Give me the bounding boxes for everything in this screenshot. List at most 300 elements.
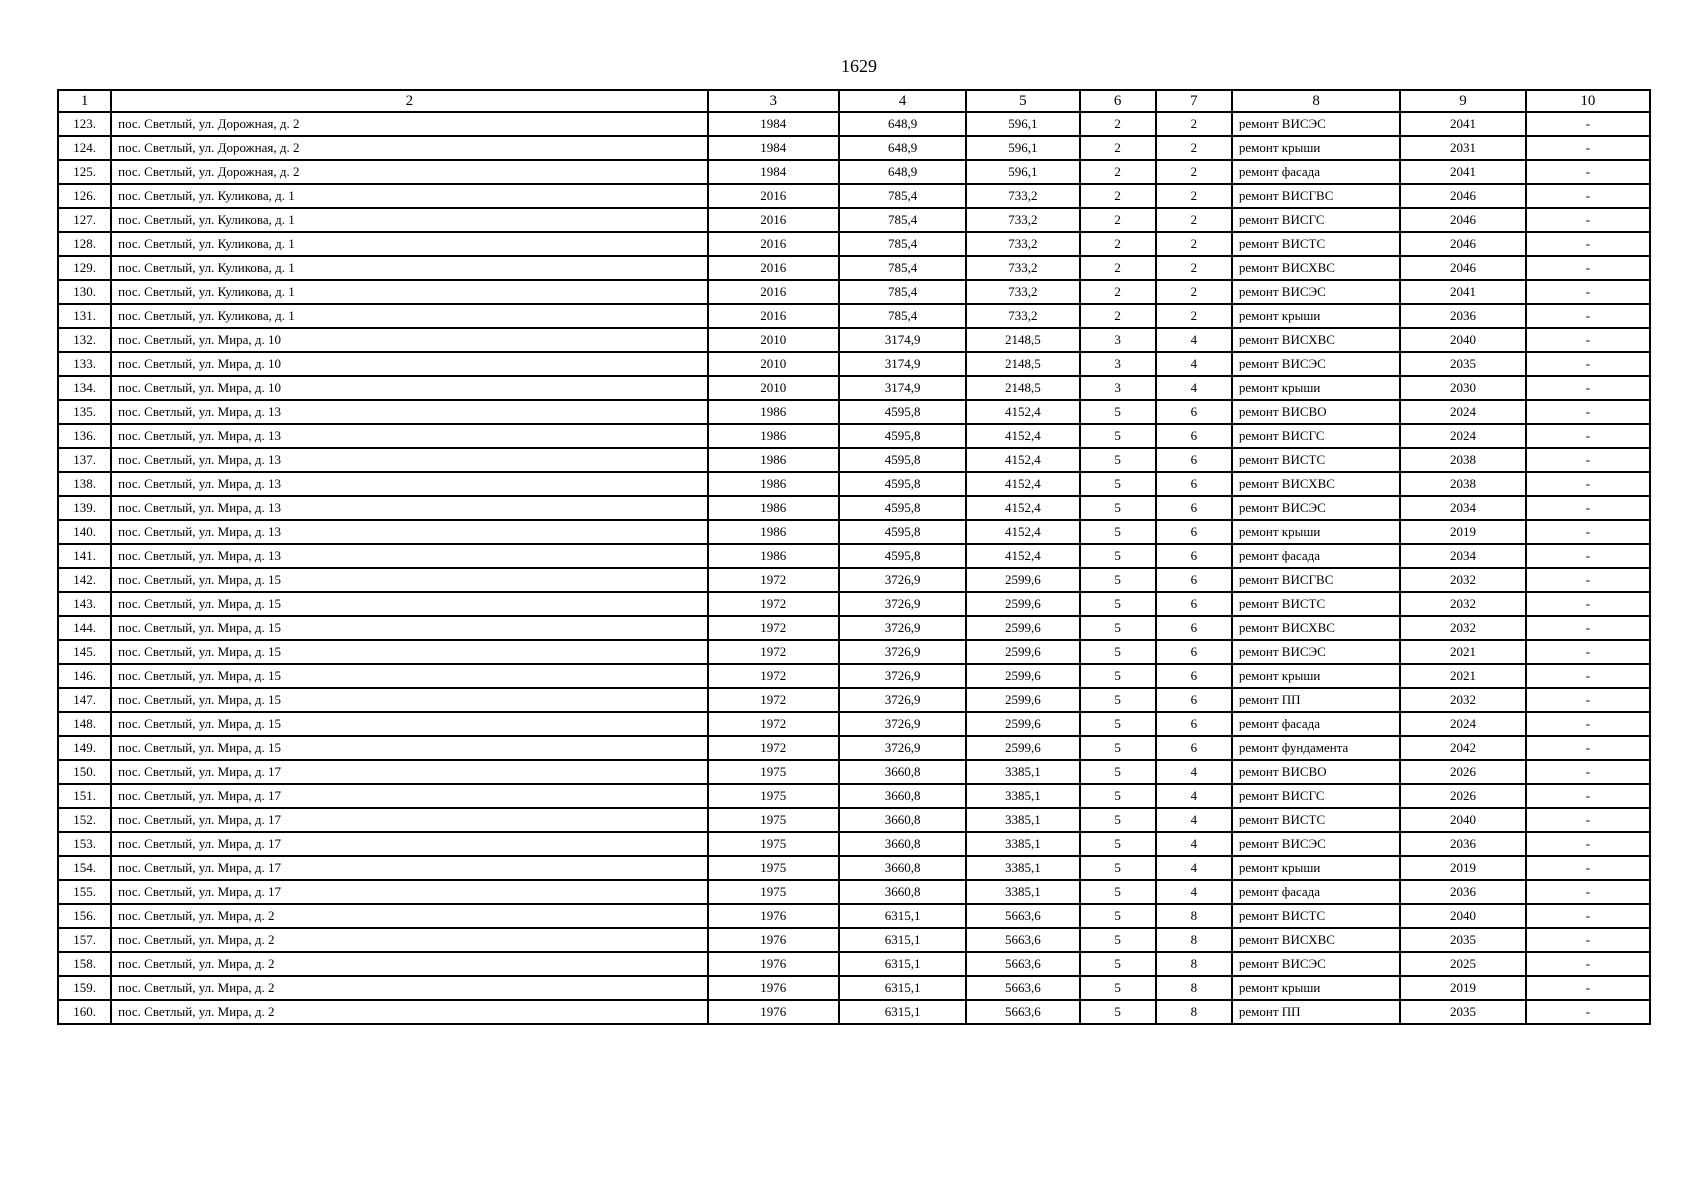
cell-address: пос. Светлый, ул. Мира, д. 15 <box>111 664 707 688</box>
cell-planned-year: 2038 <box>1400 472 1525 496</box>
table-row <box>58 112 1650 136</box>
cell-living-area: 733,2 <box>966 208 1079 232</box>
cell-living-area: 4152,4 <box>966 448 1079 472</box>
cell-living-area: 4152,4 <box>966 472 1079 496</box>
cell-note: - <box>1526 184 1650 208</box>
cell-planned-year: 2046 <box>1400 208 1525 232</box>
cell-note: - <box>1526 688 1650 712</box>
cell-address: пос. Светлый, ул. Мира, д. 15 <box>111 592 707 616</box>
cell-floors: 5 <box>1080 424 1156 448</box>
cell-address: пос. Светлый, ул. Куликова, д. 1 <box>111 256 707 280</box>
table-row <box>58 808 1650 832</box>
cell-total-area: 4595,8 <box>839 496 966 520</box>
cell-address: пос. Светлый, ул. Мира, д. 2 <box>111 904 707 928</box>
cell-entrances: 6 <box>1156 472 1232 496</box>
cell-address: пос. Светлый, ул. Мира, д. 13 <box>111 520 707 544</box>
cell-work-type: ремонт ВИСТС <box>1232 808 1400 832</box>
cell-entrances: 8 <box>1156 952 1232 976</box>
cell-row-number: 123. <box>58 112 111 136</box>
cell-address: пос. Светлый, ул. Мира, д. 13 <box>111 544 707 568</box>
column-header-7: 7 <box>1156 90 1232 112</box>
cell-note: - <box>1526 1000 1650 1024</box>
cell-total-area: 3726,9 <box>839 712 966 736</box>
cell-year-built: 2016 <box>708 280 839 304</box>
cell-living-area: 2599,6 <box>966 688 1079 712</box>
cell-living-area: 2599,6 <box>966 712 1079 736</box>
cell-note: - <box>1526 640 1650 664</box>
cell-year-built: 1975 <box>708 856 839 880</box>
cell-year-built: 1986 <box>708 424 839 448</box>
cell-planned-year: 2034 <box>1400 544 1525 568</box>
cell-entrances: 8 <box>1156 1000 1232 1024</box>
table-row <box>58 400 1650 424</box>
table-row <box>58 136 1650 160</box>
cell-planned-year: 2032 <box>1400 592 1525 616</box>
cell-living-area: 5663,6 <box>966 1000 1079 1024</box>
cell-row-number: 138. <box>58 472 111 496</box>
cell-floors: 5 <box>1080 544 1156 568</box>
cell-living-area: 5663,6 <box>966 976 1079 1000</box>
cell-note: - <box>1526 496 1650 520</box>
cell-floors: 5 <box>1080 592 1156 616</box>
cell-living-area: 5663,6 <box>966 928 1079 952</box>
cell-address: пос. Светлый, ул. Мира, д. 17 <box>111 760 707 784</box>
cell-note: - <box>1526 616 1650 640</box>
column-header-5: 5 <box>966 90 1079 112</box>
cell-work-type: ремонт ВИСХВС <box>1232 256 1400 280</box>
cell-floors: 3 <box>1080 352 1156 376</box>
cell-note: - <box>1526 304 1650 328</box>
cell-work-type: ремонт ВИСХВС <box>1232 472 1400 496</box>
cell-work-type: ремонт крыши <box>1232 976 1400 1000</box>
cell-work-type: ремонт ВИСЭС <box>1232 112 1400 136</box>
cell-year-built: 2010 <box>708 352 839 376</box>
cell-entrances: 4 <box>1156 856 1232 880</box>
cell-address: пос. Светлый, ул. Мира, д. 17 <box>111 856 707 880</box>
cell-entrances: 2 <box>1156 232 1232 256</box>
cell-work-type: ремонт ВИСЭС <box>1232 952 1400 976</box>
cell-planned-year: 2041 <box>1400 112 1525 136</box>
cell-address: пос. Светлый, ул. Куликова, д. 1 <box>111 304 707 328</box>
cell-living-area: 4152,4 <box>966 424 1079 448</box>
cell-floors: 5 <box>1080 904 1156 928</box>
cell-floors: 5 <box>1080 448 1156 472</box>
cell-address: пос. Светлый, ул. Мира, д. 17 <box>111 808 707 832</box>
cell-planned-year: 2032 <box>1400 616 1525 640</box>
cell-planned-year: 2035 <box>1400 928 1525 952</box>
cell-floors: 5 <box>1080 784 1156 808</box>
cell-living-area: 5663,6 <box>966 904 1079 928</box>
cell-living-area: 2599,6 <box>966 736 1079 760</box>
cell-planned-year: 2031 <box>1400 136 1525 160</box>
cell-note: - <box>1526 664 1650 688</box>
cell-row-number: 153. <box>58 832 111 856</box>
table-row <box>58 328 1650 352</box>
cell-total-area: 6315,1 <box>839 952 966 976</box>
cell-total-area: 3174,9 <box>839 328 966 352</box>
table-row <box>58 880 1650 904</box>
cell-work-type: ремонт ВИСЭС <box>1232 352 1400 376</box>
table-row <box>58 352 1650 376</box>
cell-row-number: 154. <box>58 856 111 880</box>
cell-entrances: 8 <box>1156 976 1232 1000</box>
cell-entrances: 8 <box>1156 928 1232 952</box>
cell-planned-year: 2042 <box>1400 736 1525 760</box>
cell-work-type: ремонт фасада <box>1232 712 1400 736</box>
cell-living-area: 2148,5 <box>966 328 1079 352</box>
cell-row-number: 151. <box>58 784 111 808</box>
cell-total-area: 3726,9 <box>839 592 966 616</box>
cell-note: - <box>1526 856 1650 880</box>
cell-entrances: 4 <box>1156 832 1232 856</box>
column-header-6: 6 <box>1080 90 1156 112</box>
cell-planned-year: 2021 <box>1400 640 1525 664</box>
table-row <box>58 856 1650 880</box>
cell-planned-year: 2030 <box>1400 376 1525 400</box>
cell-living-area: 3385,1 <box>966 784 1079 808</box>
table-row <box>58 616 1650 640</box>
cell-living-area: 3385,1 <box>966 856 1079 880</box>
cell-row-number: 149. <box>58 736 111 760</box>
cell-row-number: 160. <box>58 1000 111 1024</box>
cell-entrances: 6 <box>1156 568 1232 592</box>
cell-entrances: 6 <box>1156 496 1232 520</box>
table-row <box>58 736 1650 760</box>
cell-year-built: 1972 <box>708 568 839 592</box>
cell-total-area: 3660,8 <box>839 832 966 856</box>
cell-work-type: ремонт ВИСВО <box>1232 400 1400 424</box>
cell-planned-year: 2019 <box>1400 520 1525 544</box>
cell-note: - <box>1526 952 1650 976</box>
cell-note: - <box>1526 424 1650 448</box>
cell-floors: 2 <box>1080 256 1156 280</box>
table-row <box>58 760 1650 784</box>
cell-work-type: ремонт крыши <box>1232 136 1400 160</box>
cell-address: пос. Светлый, ул. Мира, д. 13 <box>111 448 707 472</box>
cell-living-area: 733,2 <box>966 280 1079 304</box>
cell-entrances: 4 <box>1156 760 1232 784</box>
cell-work-type: ремонт ВИСГС <box>1232 424 1400 448</box>
cell-year-built: 1975 <box>708 784 839 808</box>
cell-work-type: ремонт крыши <box>1232 520 1400 544</box>
cell-year-built: 1984 <box>708 160 839 184</box>
cell-living-area: 5663,6 <box>966 952 1079 976</box>
cell-address: пос. Светлый, ул. Мира, д. 17 <box>111 832 707 856</box>
cell-note: - <box>1526 592 1650 616</box>
cell-address: пос. Светлый, ул. Куликова, д. 1 <box>111 184 707 208</box>
cell-entrances: 4 <box>1156 376 1232 400</box>
cell-planned-year: 2040 <box>1400 328 1525 352</box>
cell-note: - <box>1526 280 1650 304</box>
cell-floors: 3 <box>1080 376 1156 400</box>
column-header-3: 3 <box>708 90 839 112</box>
cell-floors: 5 <box>1080 712 1156 736</box>
cell-row-number: 134. <box>58 376 111 400</box>
cell-total-area: 785,4 <box>839 232 966 256</box>
cell-address: пос. Светлый, ул. Мира, д. 15 <box>111 712 707 736</box>
cell-living-area: 3385,1 <box>966 880 1079 904</box>
table-row <box>58 904 1650 928</box>
cell-row-number: 157. <box>58 928 111 952</box>
cell-living-area: 4152,4 <box>966 496 1079 520</box>
cell-year-built: 1986 <box>708 400 839 424</box>
cell-year-built: 1975 <box>708 880 839 904</box>
cell-address: пос. Светлый, ул. Куликова, д. 1 <box>111 208 707 232</box>
cell-row-number: 125. <box>58 160 111 184</box>
cell-work-type: ремонт ВИСЭС <box>1232 280 1400 304</box>
cell-floors: 5 <box>1080 952 1156 976</box>
cell-row-number: 130. <box>58 280 111 304</box>
table-row <box>58 544 1650 568</box>
cell-planned-year: 2038 <box>1400 448 1525 472</box>
column-header-8: 8 <box>1232 90 1400 112</box>
cell-living-area: 2599,6 <box>966 664 1079 688</box>
table-row <box>58 568 1650 592</box>
cell-entrances: 6 <box>1156 400 1232 424</box>
cell-year-built: 1986 <box>708 496 839 520</box>
cell-year-built: 1972 <box>708 640 839 664</box>
cell-note: - <box>1526 256 1650 280</box>
cell-floors: 2 <box>1080 232 1156 256</box>
cell-planned-year: 2040 <box>1400 904 1525 928</box>
cell-floors: 2 <box>1080 112 1156 136</box>
cell-total-area: 3660,8 <box>839 784 966 808</box>
cell-work-type: ремонт ВИСВО <box>1232 760 1400 784</box>
cell-work-type: ремонт ВИСЭС <box>1232 640 1400 664</box>
cell-row-number: 135. <box>58 400 111 424</box>
cell-floors: 5 <box>1080 640 1156 664</box>
cell-row-number: 143. <box>58 592 111 616</box>
cell-floors: 2 <box>1080 280 1156 304</box>
cell-planned-year: 2019 <box>1400 976 1525 1000</box>
cell-note: - <box>1526 880 1650 904</box>
cell-planned-year: 2040 <box>1400 808 1525 832</box>
cell-year-built: 2016 <box>708 208 839 232</box>
cell-row-number: 133. <box>58 352 111 376</box>
table-row <box>58 664 1650 688</box>
cell-year-built: 1972 <box>708 712 839 736</box>
cell-note: - <box>1526 760 1650 784</box>
cell-total-area: 3726,9 <box>839 736 966 760</box>
cell-entrances: 6 <box>1156 520 1232 544</box>
column-header-10: 10 <box>1526 90 1650 112</box>
cell-row-number: 129. <box>58 256 111 280</box>
cell-year-built: 1986 <box>708 544 839 568</box>
cell-living-area: 4152,4 <box>966 520 1079 544</box>
cell-year-built: 1975 <box>708 808 839 832</box>
table-row <box>58 832 1650 856</box>
cell-work-type: ремонт ПП <box>1232 688 1400 712</box>
cell-work-type: ремонт ВИСХВС <box>1232 328 1400 352</box>
cell-total-area: 4595,8 <box>839 472 966 496</box>
cell-entrances: 6 <box>1156 544 1232 568</box>
cell-total-area: 4595,8 <box>839 424 966 448</box>
cell-floors: 5 <box>1080 664 1156 688</box>
table-row <box>58 280 1650 304</box>
cell-work-type: ремонт ПП <box>1232 1000 1400 1024</box>
cell-living-area: 3385,1 <box>966 808 1079 832</box>
cell-work-type: ремонт ВИСГС <box>1232 208 1400 232</box>
cell-row-number: 124. <box>58 136 111 160</box>
cell-planned-year: 2046 <box>1400 256 1525 280</box>
cell-address: пос. Светлый, ул. Мира, д. 15 <box>111 736 707 760</box>
cell-note: - <box>1526 832 1650 856</box>
cell-year-built: 2016 <box>708 256 839 280</box>
cell-total-area: 3660,8 <box>839 880 966 904</box>
cell-floors: 5 <box>1080 472 1156 496</box>
cell-row-number: 145. <box>58 640 111 664</box>
cell-year-built: 1972 <box>708 664 839 688</box>
cell-year-built: 2016 <box>708 184 839 208</box>
cell-planned-year: 2036 <box>1400 880 1525 904</box>
cell-year-built: 1975 <box>708 832 839 856</box>
cell-floors: 5 <box>1080 400 1156 424</box>
cell-floors: 5 <box>1080 832 1156 856</box>
cell-living-area: 3385,1 <box>966 760 1079 784</box>
cell-work-type: ремонт ВИСЭС <box>1232 496 1400 520</box>
cell-floors: 5 <box>1080 520 1156 544</box>
cell-floors: 2 <box>1080 160 1156 184</box>
table-row <box>58 304 1650 328</box>
table-row <box>58 952 1650 976</box>
cell-address: пос. Светлый, ул. Мира, д. 13 <box>111 496 707 520</box>
cell-work-type: ремонт крыши <box>1232 304 1400 328</box>
cell-living-area: 4152,4 <box>966 400 1079 424</box>
cell-planned-year: 2032 <box>1400 568 1525 592</box>
cell-entrances: 4 <box>1156 352 1232 376</box>
cell-planned-year: 2035 <box>1400 352 1525 376</box>
cell-entrances: 4 <box>1156 880 1232 904</box>
cell-address: пос. Светлый, ул. Дорожная, д. 2 <box>111 112 707 136</box>
cell-entrances: 8 <box>1156 904 1232 928</box>
cell-work-type: ремонт ВИСТС <box>1232 448 1400 472</box>
cell-year-built: 1986 <box>708 448 839 472</box>
cell-address: пос. Светлый, ул. Мира, д. 10 <box>111 376 707 400</box>
cell-address: пос. Светлый, ул. Мира, д. 10 <box>111 352 707 376</box>
cell-floors: 5 <box>1080 568 1156 592</box>
cell-year-built: 1972 <box>708 736 839 760</box>
cell-row-number: 155. <box>58 880 111 904</box>
cell-row-number: 127. <box>58 208 111 232</box>
cell-living-area: 4152,4 <box>966 544 1079 568</box>
cell-living-area: 2599,6 <box>966 568 1079 592</box>
cell-note: - <box>1526 112 1650 136</box>
cell-entrances: 2 <box>1156 256 1232 280</box>
cell-total-area: 4595,8 <box>839 544 966 568</box>
cell-year-built: 1976 <box>708 904 839 928</box>
cell-floors: 5 <box>1080 1000 1156 1024</box>
cell-planned-year: 2036 <box>1400 304 1525 328</box>
table-row <box>58 688 1650 712</box>
cell-address: пос. Светлый, ул. Мира, д. 2 <box>111 952 707 976</box>
cell-year-built: 1972 <box>708 688 839 712</box>
cell-address: пос. Светлый, ул. Мира, д. 17 <box>111 880 707 904</box>
cell-row-number: 144. <box>58 616 111 640</box>
cell-note: - <box>1526 352 1650 376</box>
cell-year-built: 1976 <box>708 952 839 976</box>
cell-note: - <box>1526 784 1650 808</box>
cell-planned-year: 2024 <box>1400 424 1525 448</box>
cell-entrances: 2 <box>1156 112 1232 136</box>
cell-year-built: 1986 <box>708 472 839 496</box>
cell-row-number: 132. <box>58 328 111 352</box>
cell-floors: 5 <box>1080 880 1156 904</box>
cell-entrances: 4 <box>1156 328 1232 352</box>
cell-row-number: 152. <box>58 808 111 832</box>
cell-living-area: 733,2 <box>966 184 1079 208</box>
cell-floors: 5 <box>1080 808 1156 832</box>
cell-total-area: 3660,8 <box>839 760 966 784</box>
cell-entrances: 6 <box>1156 688 1232 712</box>
cell-entrances: 2 <box>1156 184 1232 208</box>
cell-note: - <box>1526 904 1650 928</box>
cell-row-number: 140. <box>58 520 111 544</box>
table-row <box>58 424 1650 448</box>
cell-living-area: 596,1 <box>966 160 1079 184</box>
cell-work-type: ремонт ВИСГВС <box>1232 568 1400 592</box>
cell-total-area: 3726,9 <box>839 640 966 664</box>
cell-floors: 5 <box>1080 760 1156 784</box>
table-row <box>58 232 1650 256</box>
cell-address: пос. Светлый, ул. Мира, д. 13 <box>111 424 707 448</box>
cell-planned-year: 2026 <box>1400 784 1525 808</box>
cell-year-built: 1975 <box>708 760 839 784</box>
table-row <box>58 592 1650 616</box>
cell-row-number: 126. <box>58 184 111 208</box>
cell-note: - <box>1526 520 1650 544</box>
cell-total-area: 648,9 <box>839 136 966 160</box>
cell-address: пос. Светлый, ул. Мира, д. 13 <box>111 472 707 496</box>
cell-entrances: 2 <box>1156 136 1232 160</box>
cell-work-type: ремонт ВИСТС <box>1232 592 1400 616</box>
cell-floors: 2 <box>1080 208 1156 232</box>
cell-row-number: 148. <box>58 712 111 736</box>
cell-total-area: 785,4 <box>839 256 966 280</box>
cell-living-area: 733,2 <box>966 304 1079 328</box>
table-row <box>58 640 1650 664</box>
cell-work-type: ремонт фасада <box>1232 544 1400 568</box>
table-row <box>58 520 1650 544</box>
table-row <box>58 184 1650 208</box>
cell-entrances: 6 <box>1156 592 1232 616</box>
cell-work-type: ремонт ВИСХВС <box>1232 616 1400 640</box>
cell-row-number: 159. <box>58 976 111 1000</box>
cell-work-type: ремонт ВИСЭС <box>1232 832 1400 856</box>
cell-total-area: 785,4 <box>839 304 966 328</box>
cell-entrances: 2 <box>1156 304 1232 328</box>
table-row <box>58 1000 1650 1024</box>
column-header-9: 9 <box>1400 90 1525 112</box>
cell-total-area: 6315,1 <box>839 928 966 952</box>
cell-note: - <box>1526 808 1650 832</box>
cell-living-area: 2599,6 <box>966 616 1079 640</box>
cell-work-type: ремонт ВИСХВС <box>1232 928 1400 952</box>
cell-year-built: 1986 <box>708 520 839 544</box>
cell-total-area: 785,4 <box>839 208 966 232</box>
table-row <box>58 784 1650 808</box>
cell-row-number: 137. <box>58 448 111 472</box>
cell-row-number: 142. <box>58 568 111 592</box>
cell-total-area: 3726,9 <box>839 688 966 712</box>
cell-year-built: 2010 <box>708 376 839 400</box>
cell-entrances: 4 <box>1156 784 1232 808</box>
cell-row-number: 128. <box>58 232 111 256</box>
cell-living-area: 2599,6 <box>966 592 1079 616</box>
cell-floors: 5 <box>1080 496 1156 520</box>
cell-note: - <box>1526 400 1650 424</box>
cell-year-built: 2016 <box>708 232 839 256</box>
cell-total-area: 3660,8 <box>839 808 966 832</box>
